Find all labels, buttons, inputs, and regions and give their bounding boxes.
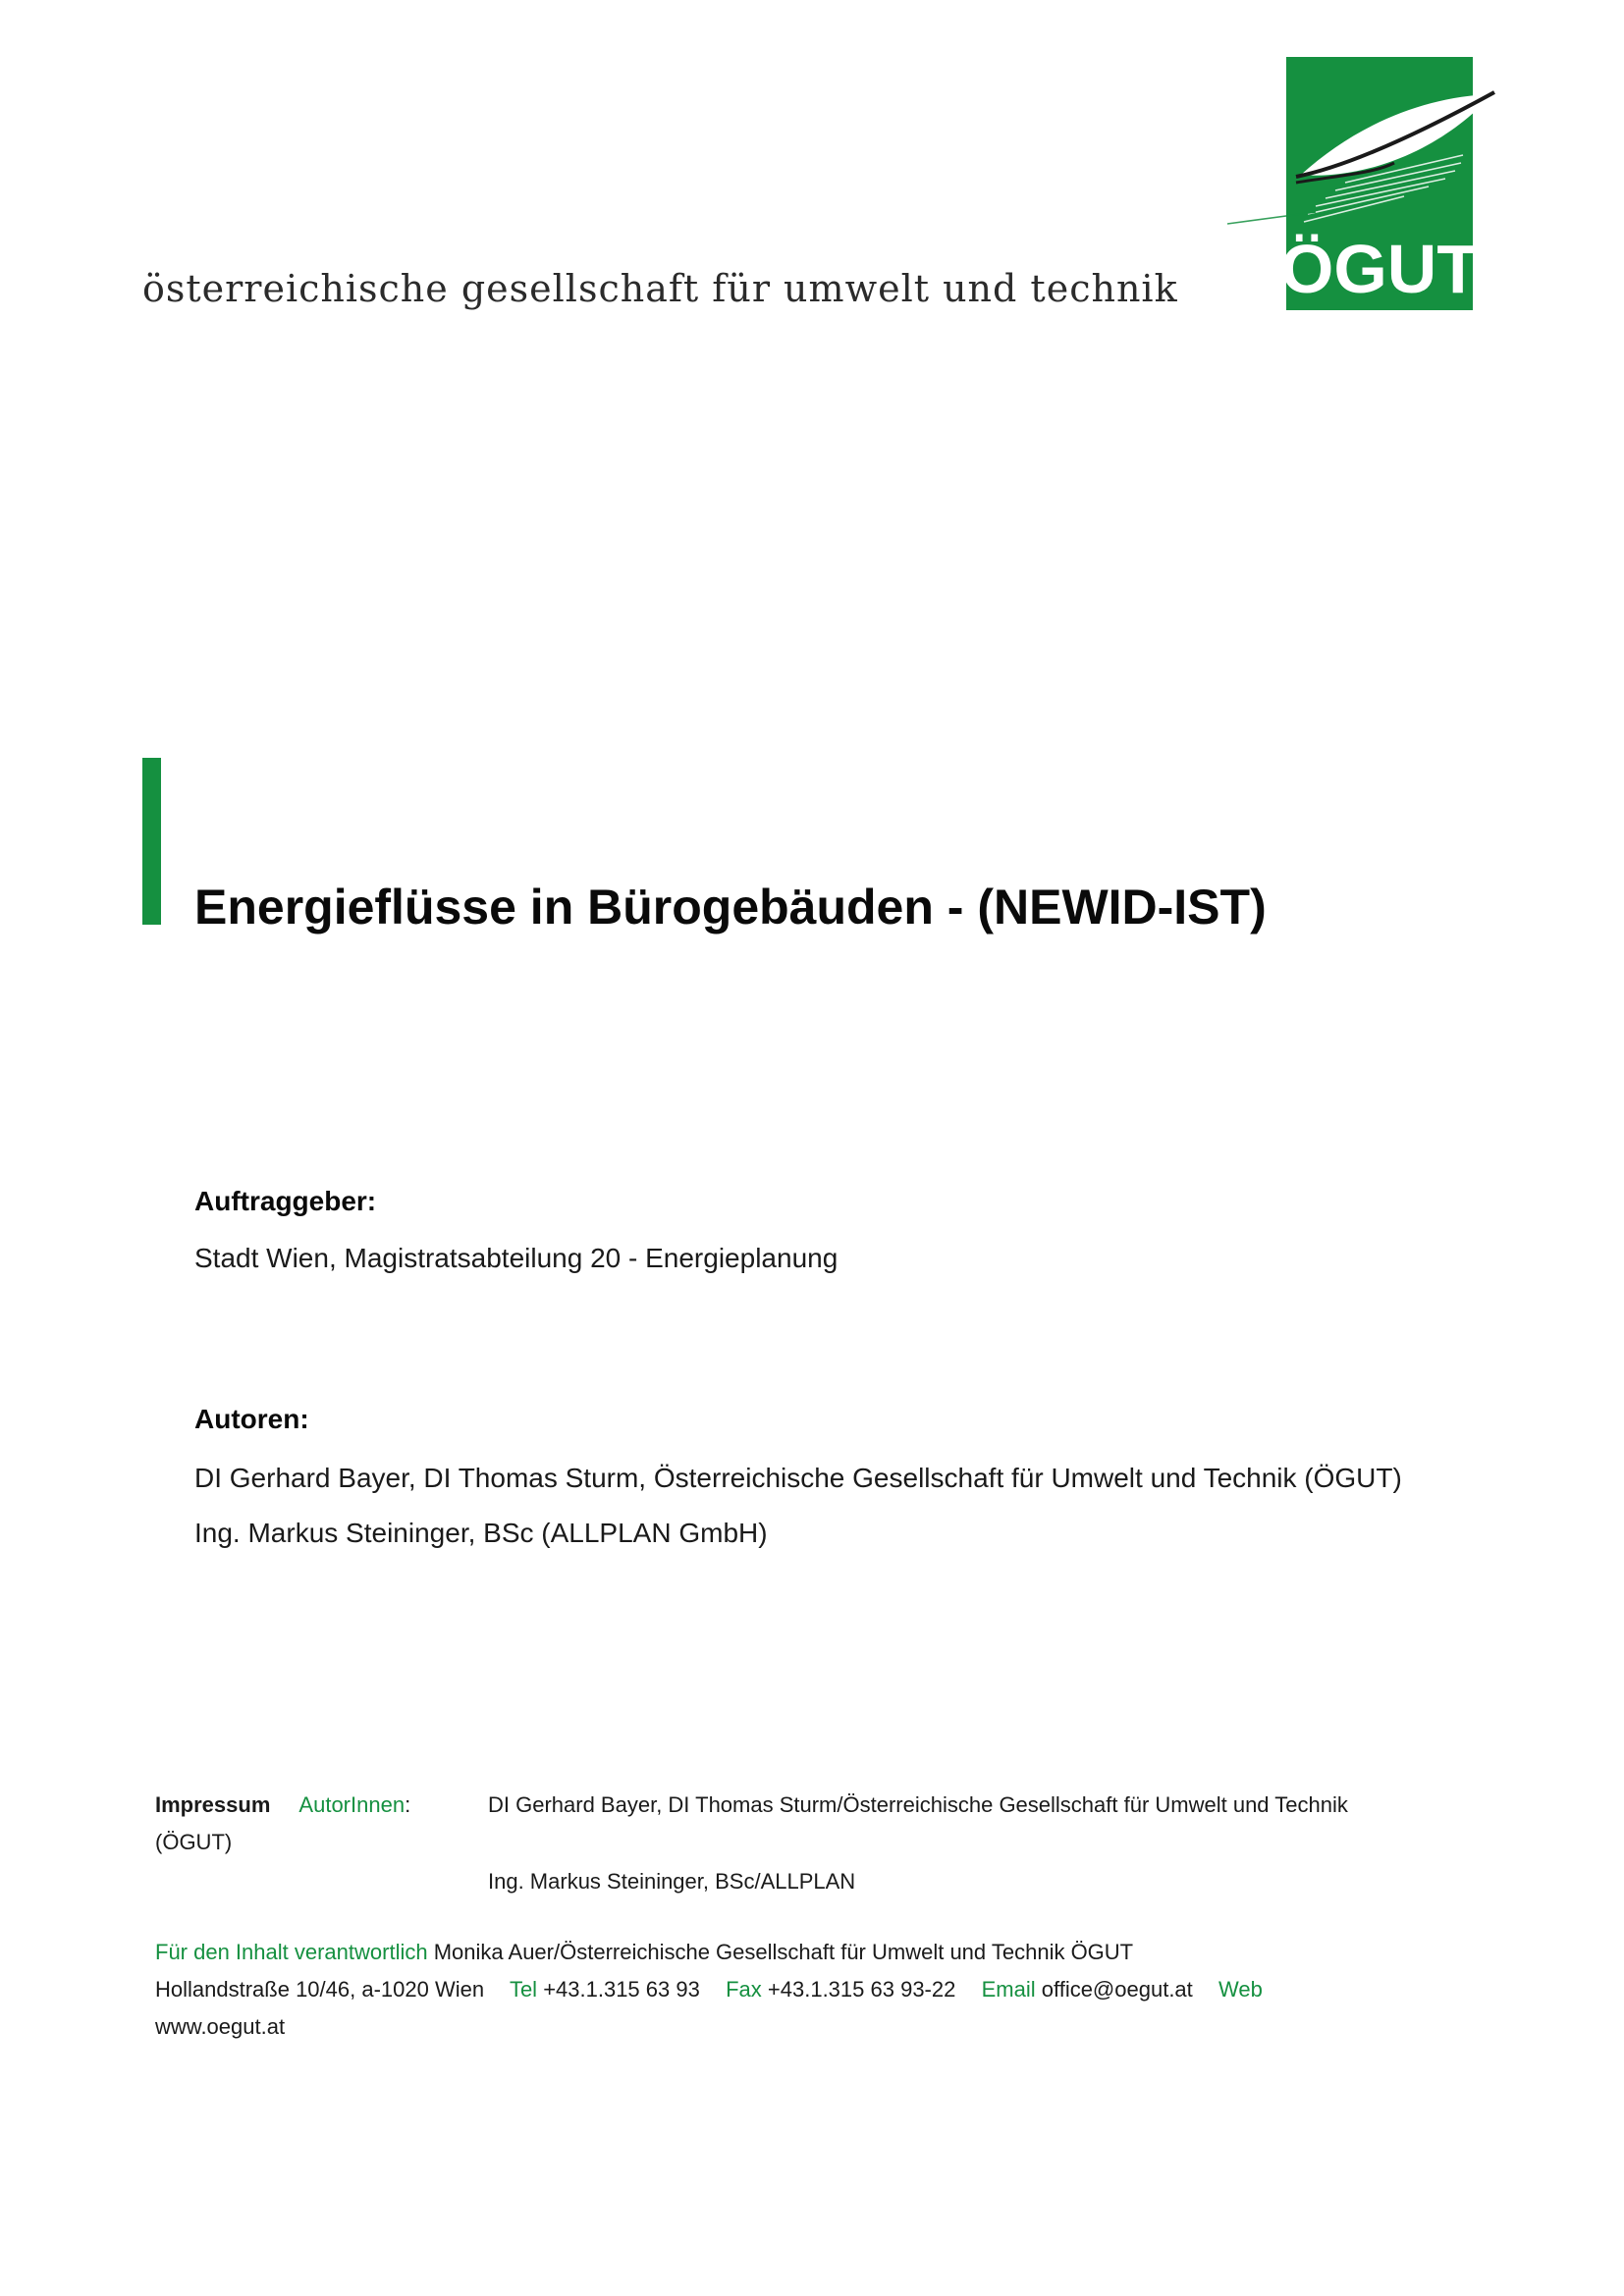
impressum-authors-line1: DI Gerhard Bayer, DI Thomas Sturm/Österreichische Gesellschaft für Umwelt und Technik — [488, 1792, 1348, 1817]
client-label: Auftraggeber: — [194, 1186, 377, 1216]
impressum-authors-line1-cont: (ÖGUT) — [155, 1830, 233, 1854]
authors-label: Autoren: — [194, 1404, 309, 1434]
tel-value: +43.1.315 63 93 — [543, 1977, 700, 2002]
responsible-value: Monika Auer/Österreichische Gesellschaft für Umwelt und Technik ÖGUT — [433, 1940, 1134, 1964]
responsible-label: Für den Inhalt verantwortlich — [155, 1940, 428, 1964]
author-line-2: Ing. Markus Steininger, BSc (ALLPLAN GmbH) — [194, 1518, 768, 1548]
web-link[interactable]: www.oegut.at — [155, 2014, 286, 2039]
email-link[interactable]: office@oegut.at — [1041, 1977, 1193, 2002]
fax-value: +43.1.315 63 93-22 — [767, 1977, 956, 2002]
oegut-logo — [1227, 57, 1512, 322]
impressum-responsible — [155, 1940, 1133, 1965]
organization-name: österreichische gesellschaft für umwelt und technik — [142, 267, 1178, 310]
impressum-authors-line2: Ing. Markus Steininger, BSc/ALLPLAN — [488, 1869, 856, 1894]
impressum-authors-label: AutorInnen — [298, 1792, 406, 1817]
logo-text: ÖGUT — [1279, 231, 1480, 307]
email-label: Email — [981, 1977, 1036, 2002]
title-accent-bar — [142, 758, 161, 925]
author-line-1: DI Gerhard Bayer, DI Thomas Sturm, Österreichische Gesellschaft für Umwelt und Technik (ÖGUT) — [194, 1463, 1402, 1493]
fax-label: Fax — [726, 1977, 762, 2002]
document-title: Energieflüsse in Bürogebäuden - (NEWID-IST) — [194, 880, 1267, 934]
impressum-contact-line — [155, 1977, 1263, 2002]
address: Hollandstraße 10/46, a-1020 Wien — [155, 1977, 485, 2002]
web-label: Web — [1218, 1977, 1263, 2002]
impressum-block-line1: Impressum AutorInnen: — [155, 1792, 411, 1817]
client-value: Stadt Wien, Magistratsabteilung 20 - Energieplanung — [194, 1243, 839, 1273]
impressum-label: Impressum — [155, 1792, 271, 1817]
tel-label: Tel — [509, 1977, 538, 2002]
